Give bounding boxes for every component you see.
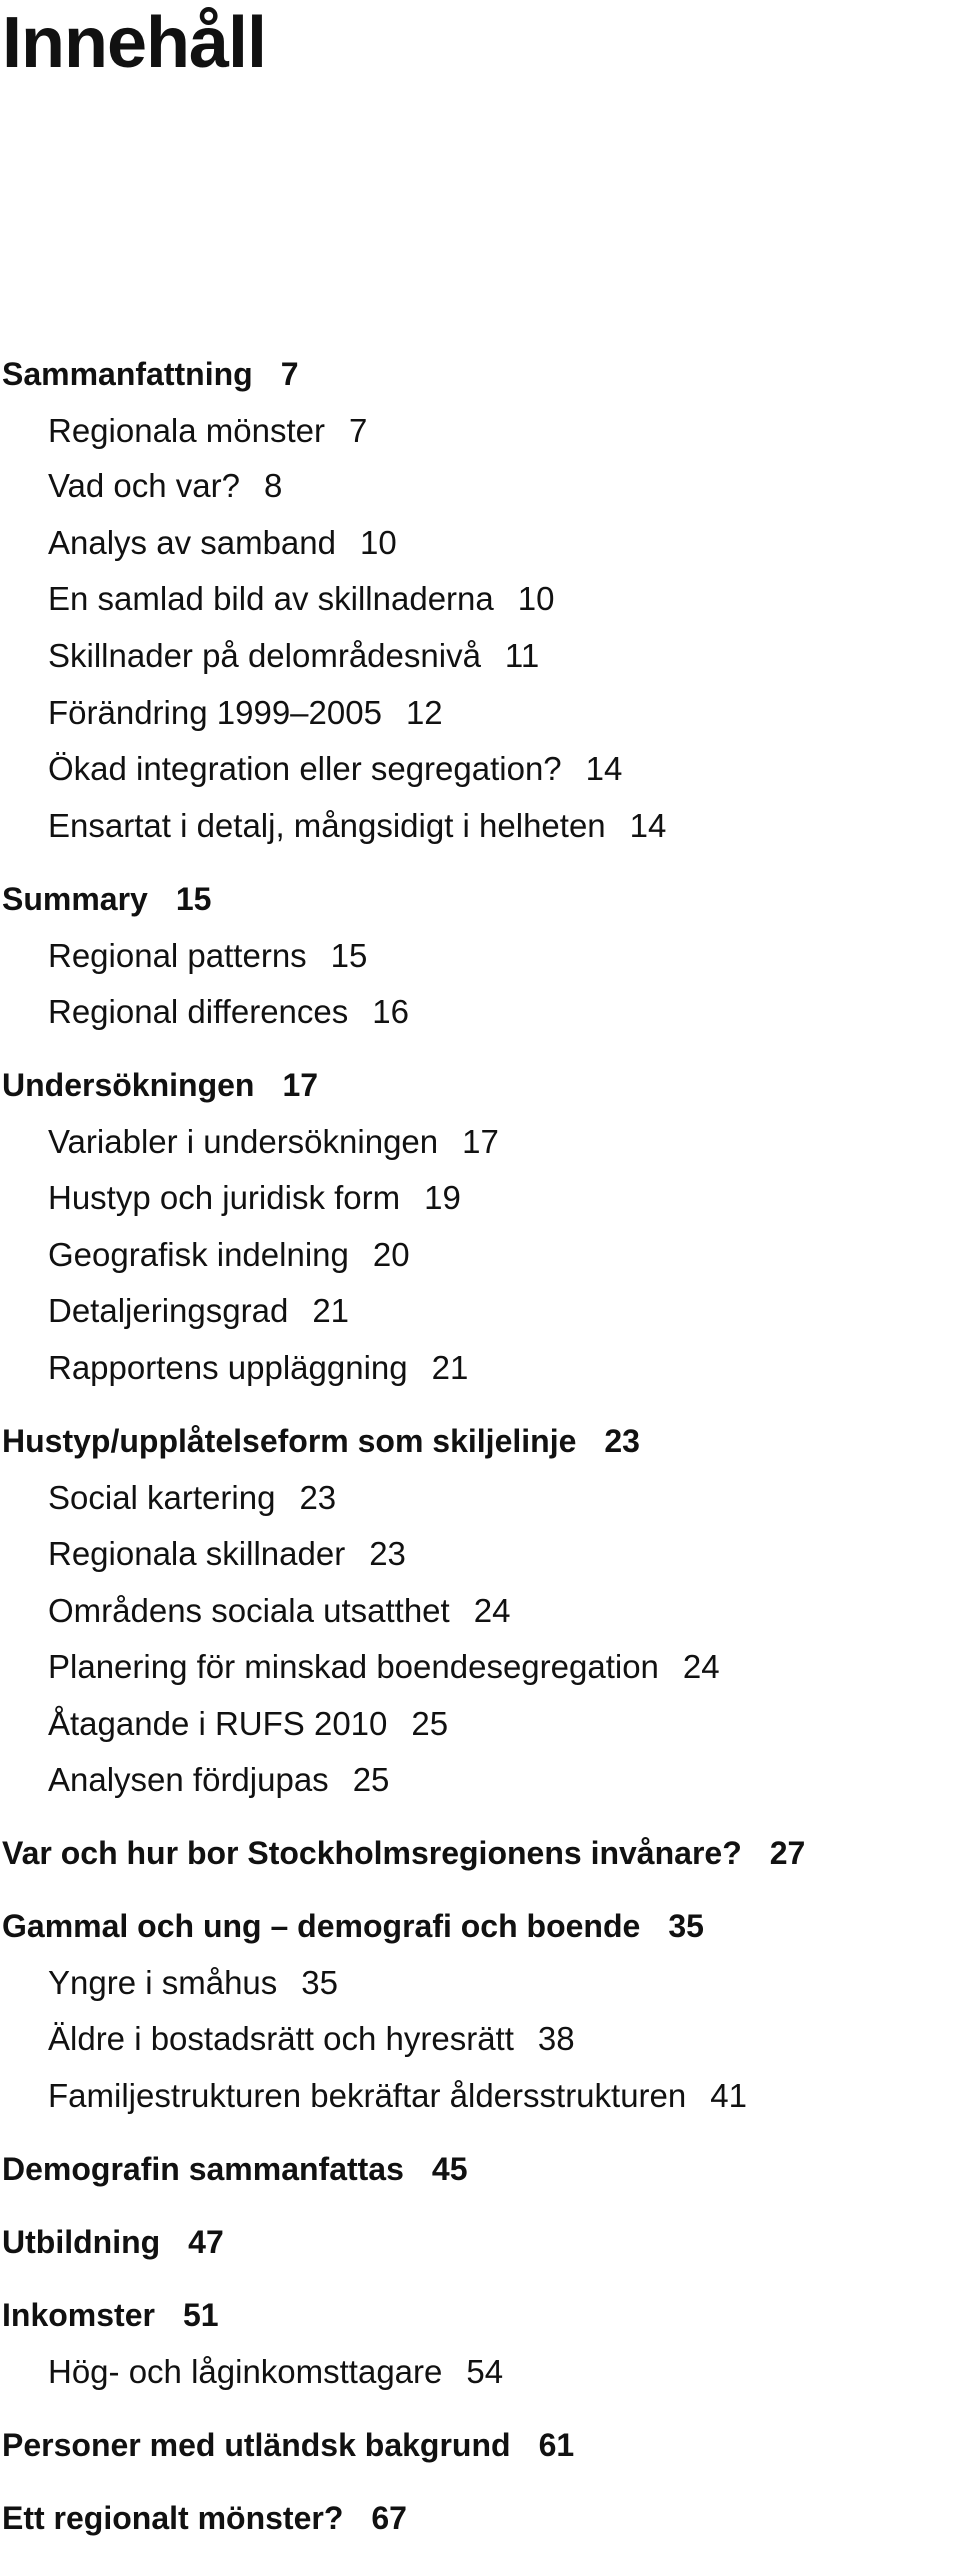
toc-section [48, 1705, 448, 1743]
toc-chapter [2, 2426, 574, 2464]
toc-entry-title: Inkomster [2, 2297, 155, 2333]
toc-entry-title: Hustyp och juridisk form [48, 1179, 401, 1216]
toc-entry-title: Gammal och ung – demografi och boende [2, 1908, 641, 1944]
toc-page-number: 23 [299, 1479, 337, 1516]
toc-entry-title: Regionala mönster [48, 412, 325, 449]
toc-page-number: 15 [330, 937, 368, 974]
toc-page-number: 24 [682, 1648, 720, 1685]
toc-section [48, 412, 367, 450]
toc-page-number: 19 [424, 1179, 461, 1216]
toc-page-number: 61 [538, 2427, 575, 2463]
toc-page-number: 7 [349, 412, 368, 449]
toc-section [48, 2077, 747, 2115]
toc-page-number: 51 [182, 2297, 219, 2333]
toc-page-number: 16 [372, 993, 409, 1030]
toc-entry-title: Ensartat i detalj, mångsidigt i helheten [48, 807, 606, 844]
toc-entry-title: Hustyp/upplåtelseform som skiljelinje [2, 1423, 577, 1459]
toc-entry-title: Undersökningen [2, 1067, 255, 1103]
toc-section [48, 1592, 510, 1630]
toc-entry-title: Ett regionalt mönster? [2, 2500, 344, 2536]
page-title: Innehåll [2, 3, 267, 83]
toc-entry-title: Summary [2, 881, 148, 917]
toc-page-number: 11 [504, 637, 540, 674]
toc-page-number: 7 [280, 356, 299, 392]
toc-page-number: 20 [372, 1236, 410, 1273]
toc-chapter [2, 1834, 805, 1872]
toc-entry-title: Regional patterns [48, 937, 307, 974]
toc-chapter [2, 355, 298, 393]
toc-entry-title: Hög- och låginkomsttagare [48, 2353, 443, 2390]
toc-page-number: 17 [462, 1123, 499, 1160]
toc-chapter [2, 2223, 224, 2261]
toc-entry-title: Ökad integration eller segregation? [48, 750, 562, 787]
toc-section [48, 2020, 575, 2058]
toc-page-number: 12 [405, 694, 443, 731]
toc-section [48, 1179, 461, 1217]
toc-entry-title: Planering för minskad boendesegregation [48, 1648, 659, 1685]
toc-entry-title: Detaljeringsgrad [48, 1292, 289, 1329]
toc-page-number: 27 [769, 1835, 806, 1871]
toc-page-number: 47 [188, 2224, 224, 2260]
toc-entry-title: Skillnader på delområdesnivå [48, 637, 481, 674]
toc-page-number: 10 [517, 580, 555, 617]
toc-page-number: 21 [312, 1292, 350, 1329]
toc-entry-title: Yngre i småhus [48, 1964, 278, 2001]
toc-page-number: 17 [282, 1067, 319, 1103]
toc-section [48, 1761, 389, 1799]
toc-section [48, 750, 622, 788]
toc-page-number: 35 [301, 1964, 338, 2001]
toc-chapter [2, 880, 211, 918]
toc-page-number: 23 [604, 1423, 640, 1459]
toc-page-number: 10 [360, 524, 397, 561]
toc-entry-title: Analys av samband [48, 524, 336, 561]
toc-entry-title: Demografin sammanfattas [2, 2151, 404, 2187]
toc-entry-title: Regional differences [48, 993, 349, 1030]
toc-section [48, 1236, 410, 1274]
toc-section [48, 993, 409, 1031]
toc-page-number: 54 [466, 2353, 504, 2390]
toc-page-number: 21 [431, 1349, 469, 1386]
toc-chapter [2, 2499, 407, 2537]
toc-section [48, 1349, 468, 1387]
toc-entry-title: Familjestrukturen bekräftar åldersstrukturen [48, 2077, 687, 2114]
toc-section [48, 580, 554, 618]
toc-entry-title: Regionala skillnader [48, 1535, 346, 1572]
toc-section [48, 524, 397, 562]
toc-page-number: 25 [411, 1705, 449, 1742]
toc-entry-title: Förändring 1999–2005 [48, 694, 382, 731]
toc-section [48, 1123, 499, 1161]
toc-section [48, 937, 367, 975]
toc-section [48, 1964, 338, 2002]
toc-section [48, 694, 443, 732]
toc-entry-title: En samlad bild av skillnaderna [48, 580, 494, 617]
toc-chapter [2, 2296, 219, 2334]
toc-entry-title: Personer med utländsk bakgrund [2, 2427, 511, 2463]
toc-page-number: 8 [264, 467, 283, 504]
toc-section [48, 637, 539, 675]
toc-page-number: 14 [585, 750, 623, 787]
toc-entry-title: Vad och var? [48, 467, 241, 504]
toc-entry-title: Områdens sociala utsatthet [48, 1592, 450, 1629]
toc-page-number: 24 [473, 1592, 511, 1629]
toc-entry-title: Åtagande i RUFS 2010 [48, 1705, 388, 1742]
toc-page-number: 35 [668, 1908, 704, 1944]
toc-page-number: 45 [431, 2151, 468, 2187]
toc-chapter [2, 1422, 640, 1460]
toc-page-number: 15 [175, 881, 212, 917]
toc-page-number: 38 [537, 2020, 575, 2057]
toc-entry-title: Variabler i undersökningen [48, 1123, 439, 1160]
toc-chapter [2, 2150, 467, 2188]
toc-section [48, 807, 666, 845]
toc-entry-title: Äldre i bostadsrätt och hyresrätt [48, 2020, 514, 2057]
toc-entry-title: Rapportens uppläggning [48, 1349, 408, 1386]
toc-page-number: 67 [371, 2500, 407, 2536]
toc-section [48, 2353, 503, 2391]
toc-page-number: 23 [369, 1535, 406, 1572]
toc-section [48, 467, 282, 505]
toc-entry-title: Utbildning [2, 2224, 161, 2260]
toc-section [48, 1479, 336, 1517]
toc-entry-title: Analysen fördjupas [48, 1761, 329, 1798]
toc-entry-title: Var och hur bor Stockholmsregionens invånare? [2, 1835, 742, 1871]
toc-section [48, 1648, 720, 1686]
toc-page-number: 25 [352, 1761, 390, 1798]
toc-section [48, 1535, 406, 1573]
toc-entry-title: Social kartering [48, 1479, 276, 1516]
toc-section [48, 1292, 349, 1330]
toc-chapter [2, 1066, 318, 1104]
toc-page-number: 41 [710, 2077, 747, 2114]
toc-entry-title: Sammanfattning [2, 356, 253, 392]
toc-entry-title: Geografisk indelning [48, 1236, 349, 1273]
toc-chapter [2, 1907, 704, 1945]
toc-page-number: 14 [629, 807, 667, 844]
